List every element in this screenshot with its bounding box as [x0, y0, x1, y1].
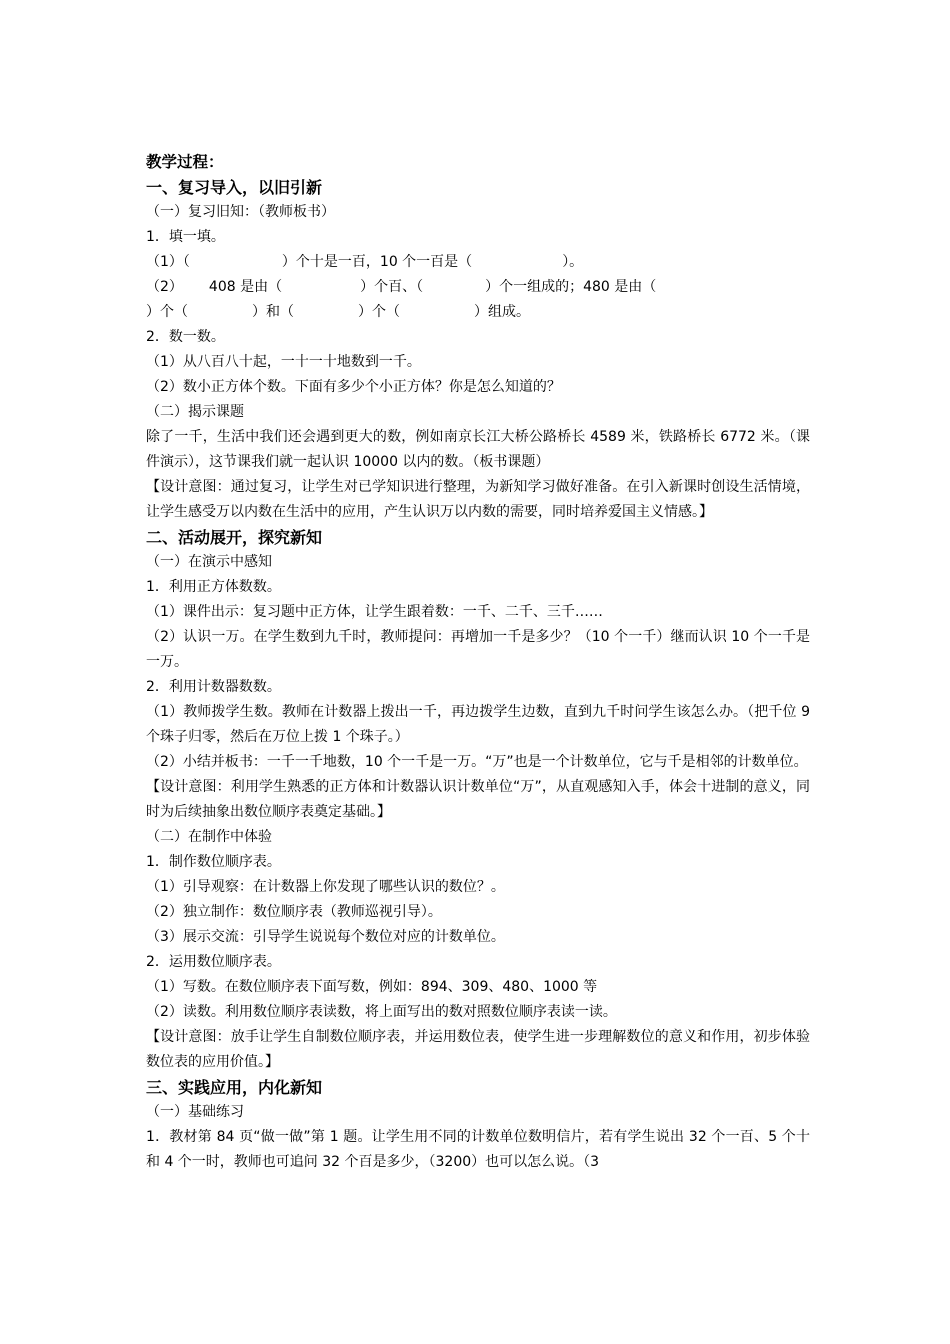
subheading: （一）在演示中感知: [146, 554, 272, 570]
section-heading-2: 二、活动展开，探究新知: [146, 528, 323, 547]
text-span: （1）（: [146, 254, 190, 270]
paragraph: （2）认识一万。在学生数到九千时，教师提问：再增加一千是多少？（10 个一千）继而认识 10 个一千是一万。: [146, 629, 810, 670]
text-span: ）个（: [358, 304, 400, 320]
fill-blank-line-3: [146, 300, 810, 325]
paragraph: 除了一千，生活中我们还会遇到更大的数，例如南京长江大桥公路桥长 4589 米，铁路桥长 6772 米。（课件演示），这节课我们就一起认识 10000 以内的数。（板书课题）: [146, 429, 810, 470]
text-span: ）个（: [146, 304, 188, 320]
section-title: 教学过程：: [146, 153, 224, 171]
design-note: 【设计意图：通过复习，让学生对已学知识进行整理，为新知学习做好准备。在引入新课时创设生活情境，让学生感受万以内数在生活中的应用，产生认识万以内数的需要，同时培养爱国主义情感。】: [146, 479, 810, 520]
paragraph: （1）教师拨学生数。教师在计数器上拨出一千，再边拨学生边数，直到九千时问学生该怎么办。（把千位 9 个珠子归零，然后在万位上拨 1 个珠子。）: [146, 704, 810, 745]
fill-blank-line-1: [146, 250, 810, 275]
document-page: [146, 150, 810, 1175]
paragraph: （2）小结并板书：一千一千地数，10 个一千是一万。“万”也是一个计数单位，它与千是相邻的计数单位。: [146, 754, 808, 770]
paragraph: （1）引导观察：在计数器上你发现了哪些认识的数位？。: [146, 879, 505, 895]
item-label: 1．利用正方体数数。: [146, 579, 281, 595]
paragraph: 1．教材第 84 页“做一做”第 1 题。让学生用不同的计数单位数明信片，若有学生说出 32 个一百、5 个十和 4 个一时，教师也可追问 32 个百是多少，（3200）也可以怎么说。（3: [146, 1129, 810, 1170]
text-span: ）组成。: [474, 304, 530, 320]
subheading: （二）揭示课题: [146, 404, 244, 420]
text-span: ）个十是一百，10 个一百是（: [281, 254, 473, 270]
section-heading-1: 一、复习导入，以旧引新: [146, 178, 323, 197]
subheading: （一）复习旧知：（教师板书）: [146, 204, 335, 220]
paragraph: （2）数小正方体个数。下面有多少个小正方体？你是怎么知道的？: [146, 379, 561, 395]
text-span: ）个百、（: [360, 279, 424, 295]
paragraph: （2）独立制作：数位顺序表（教师巡视引导）。: [146, 904, 442, 920]
design-note: 【设计意图：利用学生熟悉的正方体和计数器认识计数单位“万”，从直观感知入手，体会十进制的意义，同时为后续抽象出数位顺序表奠定基础。】: [146, 779, 810, 820]
paragraph: （2）读数。利用数位顺序表读数，将上面写出的数对照数位顺序表读一读。: [146, 1004, 617, 1020]
text-span: ）。: [562, 254, 584, 270]
subheading: （二）在制作中体验: [146, 829, 272, 845]
item-label: 2．运用数位顺序表。: [146, 954, 281, 970]
text-span: 408 是由（: [208, 279, 283, 295]
text-span: ）个一组成的；480 是由（: [485, 279, 657, 295]
paragraph: （1）课件出示：复习题中正方体，让学生跟着数：一千、二千、三千……: [146, 604, 603, 620]
paragraph: （1）从八百八十起，一十一十地数到一千。: [146, 354, 421, 370]
design-note: 【设计意图：放手让学生自制数位顺序表，并运用数位表，使学生进一步理解数位的意义和作用，初步体验数位表的应用价值。】: [146, 1029, 810, 1070]
paragraph: （1）写数。在数位顺序表下面写数，例如：894、309、480、1000 等: [146, 979, 598, 995]
subheading: （一）基础练习: [146, 1104, 244, 1120]
fill-blank-line-2: [146, 275, 810, 300]
item-label: 1．制作数位顺序表。: [146, 854, 281, 870]
question-label: 1．填一填。: [146, 229, 225, 245]
item-label: 2．利用计数器数数。: [146, 679, 281, 695]
section-heading-3: 三、实践应用，内化新知: [146, 1078, 323, 1097]
question-label: 2．数一数。: [146, 329, 225, 345]
text-span: ）和（: [252, 304, 294, 320]
paragraph: （3）展示交流：引导学生说说每个数位对应的计数单位。: [146, 929, 505, 945]
text-span: （2）: [146, 279, 183, 295]
